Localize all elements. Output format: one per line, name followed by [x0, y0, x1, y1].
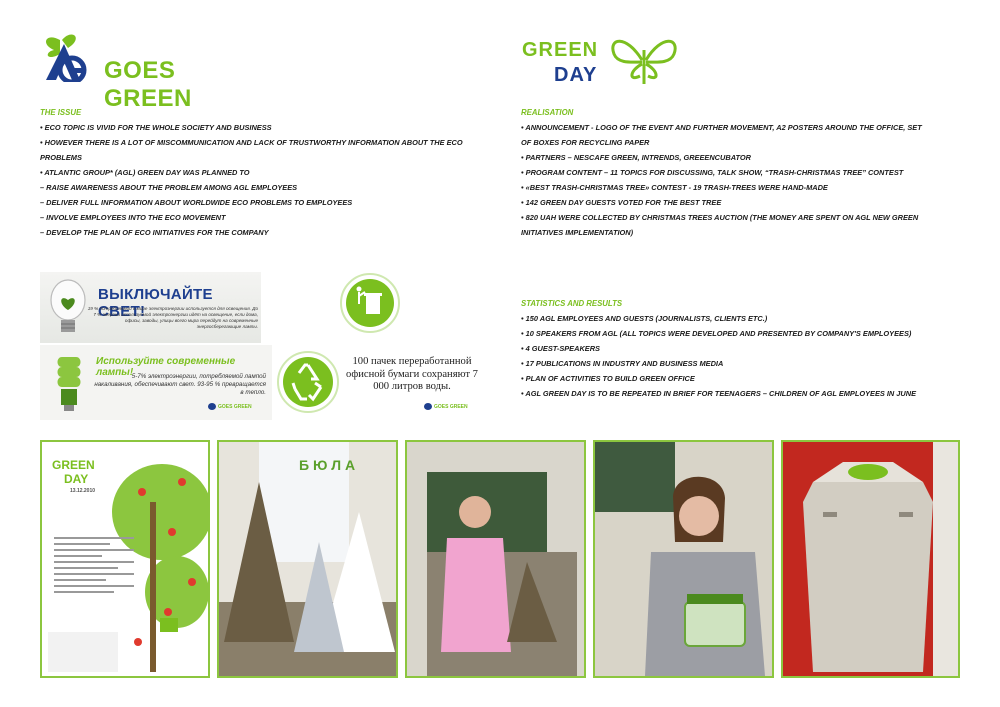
statistics-item: • 10 SPEAKERS FROM AGL (ALL TOPICS WERE DEVELOPED AND PRESENTED BY COMPANY'S EMPLOYEES) [521, 329, 912, 338]
issue-section [40, 105, 480, 240]
green-day-logo [518, 30, 708, 90]
energy-lamp-icon [52, 353, 86, 415]
green-day-line1: GREEN [522, 39, 599, 61]
recycled-paper-banner [272, 345, 481, 420]
issue-item: – DEVELOP THE PLAN OF ECO INITIATIVES FOR THE COMPANY [40, 228, 269, 237]
lights-off-title: ВЫКЛЮЧАЙТЕ СВЕТ! [98, 286, 213, 320]
agl-goes-green-logo [38, 30, 238, 112]
statistics-item: • 4 GUEST-SPEAKERS [521, 344, 600, 353]
left-brand-text: GOES GREEN [104, 57, 192, 112]
statistics-item: • 150 AGL EMPLOYEES AND GUESTS (JOURNALISTS, CLIENTS ETC.) [521, 314, 768, 323]
agl-butterfly-icon [38, 30, 104, 82]
statistics-item: • PLAN OF ACTIVITIES TO BUILD GREEN OFFICE [521, 374, 695, 383]
issue-item: – INVOLVE EMPLOYEES INTO THE ECO MOVEMENT [40, 213, 226, 222]
realisation-item: • PROGRAM CONTENT – 11 TOPICS FOR DISCUSSING, TALK SHOW, “TRASH-CHRISTMAS TREE” CONTEST [521, 168, 904, 177]
realisation-title: REALISATION [521, 108, 574, 117]
realisation-item: • 142 GREEN DAY GUESTS VOTED FOR THE BEST TREE [521, 198, 722, 207]
lamps-title: Используйте современные лампы! [96, 356, 236, 378]
poster-title-line2: DAY [64, 472, 89, 486]
recycle-icon [277, 351, 339, 413]
realisation-item: • ANNOUNCEMENT - LOGO OF THE EVENT AND FURTHER MOVEMENT, A2 POSTERS AROUND THE OFFICE, SET OF BOXES FOR RECYCLING PAPER [521, 123, 922, 147]
realisation-section [521, 105, 925, 240]
statistics-item: • AGL GREEN DAY IS TO BE REPEATED IN BRIEF FOR TEENAGERS – CHILDREN OF AGL EMPLOYEES IN JUNE [521, 389, 917, 398]
paper-text: 100 пачек переработанной офисной бумаги сохраняют 7 000 литров воды. [346, 356, 478, 392]
green-day-line2: DAY [554, 64, 598, 86]
svg-text:Б Ю Л А: Б Ю Л А [299, 457, 356, 473]
modern-lamps-banner [40, 345, 272, 420]
photo-speaker [405, 440, 586, 678]
issue-item: – RAISE AWARENESS ABOUT THE PROBLEM AMONG AGL EMPLOYEES [40, 183, 298, 192]
issue-item: • ECO TOPIC IS VIVID FOR THE WHOLE SOCIETY AND BUSINESS [40, 123, 272, 132]
photo-recycling-box [781, 440, 960, 678]
realisation-item: • 820 UAH WERE COLLECTED BY CHRISTMAS TREES AUCTION (THE MONEY ARE SPENT ON AGL NEW GREEN INITIATIVES IMPLEMENTATION) [521, 213, 919, 237]
issue-item: – DELIVER FULL INFORMATION ABOUT WORLDWIDE ECO PROBLEMS TO EMPLOYEES [40, 198, 353, 207]
statistics-item: • 17 PUBLICATIONS IN INDUSTRY AND BUSINESS MEDIA [521, 359, 724, 368]
issue-item: • ATLANTIC GROUP* (AGL) GREEN DAY WAS PLANNED TO [40, 168, 250, 177]
mini-brand-logo: GOES GREEN [208, 403, 252, 410]
butterfly-icon [604, 32, 684, 90]
lights-off-text: 19 % потребляемой в мире электроэнергии используется для освещения. До 7 % энергии используемой электроэнергии идёт на освещение, если дома, офисы, заводы, улицы всего мира перейдут на современные энергосберегающие лампы. [87, 306, 258, 329]
recycling-box-image [783, 442, 958, 676]
realisation-item: • «BEST TRASH-CHRISTMAS TREE» CONTEST - 19 TRASH-TREES WERE HAND-MADE [521, 183, 828, 192]
mini-brand-logo: GOES GREEN [424, 403, 468, 410]
trash-bin-icon [337, 272, 403, 334]
poster-text-lines [54, 537, 134, 597]
green-day-poster [40, 440, 210, 678]
realisation-item: • PARTNERS – NESCAFE GREEN, INTRENDS, GREEENCUBATOR [521, 153, 751, 162]
lightbulb-icon [48, 276, 88, 340]
poster-title-line1: GREEN [52, 458, 95, 472]
poster-date: 13.12.2010 [70, 488, 96, 494]
issue-title: THE ISSUE [40, 108, 82, 117]
statistics-title: STATISTICS AND RESULTS [521, 299, 623, 308]
issue-item: • HOWEVER THERE IS A LOT OF MISCOMMUNICATION AND LACK OF TRUSTWORTHY INFORMATION ABOUT THE ECO PROBLEMS [40, 138, 463, 162]
trash-trees-image [219, 442, 396, 676]
participant-image [595, 442, 772, 676]
statistics-section [521, 296, 941, 401]
photo-trash-trees [217, 440, 398, 678]
speaker-image [407, 442, 584, 676]
lights-off-banner [40, 272, 261, 343]
lamps-text: 5-7% электроэнергии, потребляемой лампой накаливания, обеспечивают свет. 93-95 % превращается в тепло. [94, 373, 266, 396]
photo-participant [593, 440, 774, 678]
